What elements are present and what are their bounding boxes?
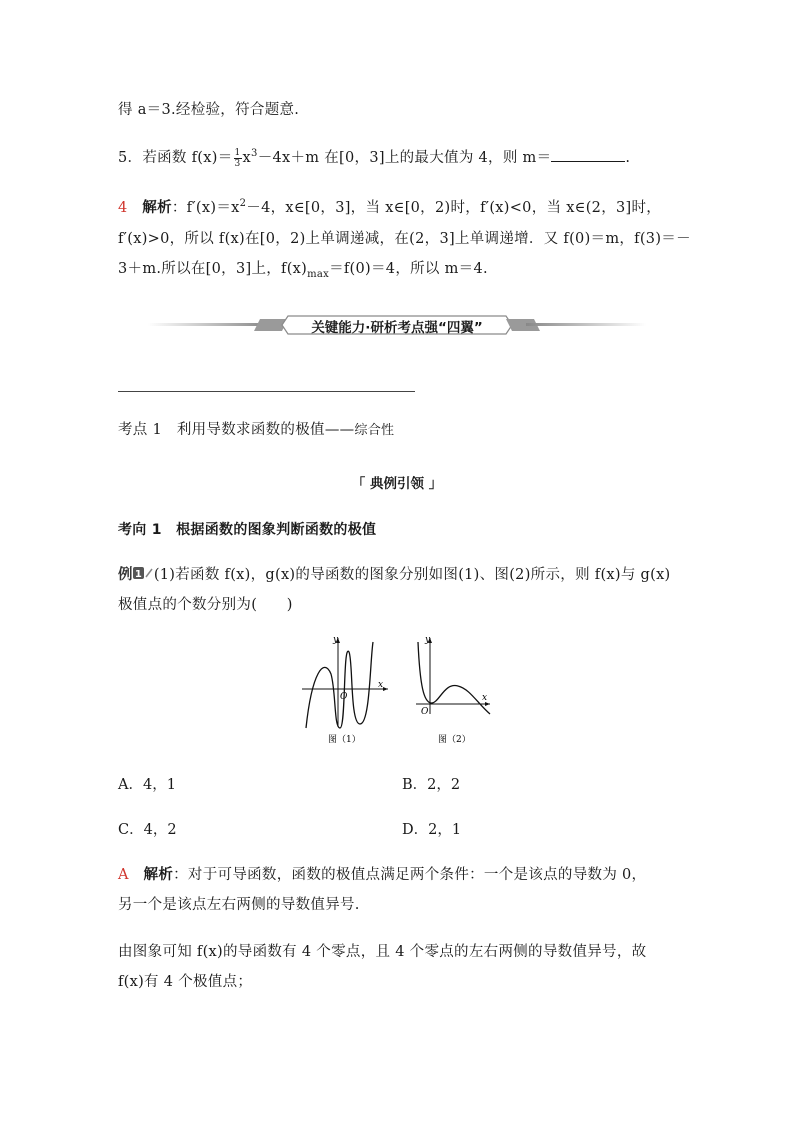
example-line2: 极值点的个数分别为( ) (118, 597, 293, 613)
svg-text:图（1）: 图（1） (328, 735, 361, 745)
question-5: 5．若函数 f(x)＝ $\frac{1}{3}$ $x^3-4x+m$ 在[0，3]上的最大值为 4，则 m＝ . (118, 147, 631, 169)
answer5-value: 4 (118, 200, 128, 216)
figure-2 (416, 635, 490, 745)
divider (118, 391, 415, 392)
answer5-line3: 3＋m.所以在[0，3]上，$f(x)_{max}=f(0)=4$，所以 m＝4. (118, 261, 488, 280)
solution-answer: A (118, 867, 129, 883)
answer5-label: 解析 (142, 200, 172, 216)
example-number-icon (133, 566, 153, 584)
banner-title: 关键能力·研析考点强“四翼” (311, 320, 483, 336)
svg-text:O: O (421, 707, 429, 717)
answer5-line1: 4 解析：$f'(x)=x^2-4$，x∈[0，3]，当 x∈[0，2)时，f′(x)<0，当 x∈(2，3]时， (118, 198, 662, 216)
dianli-heading: 「 典例引领 」 (351, 476, 443, 492)
solution-line2: 另一个是该点左右两侧的导数值异号. (118, 897, 360, 913)
option-b[interactable]: B．2，2 (402, 777, 461, 793)
fraction-one-third: $\frac{1}{3}$ (234, 147, 241, 169)
svg-text:y: y (333, 635, 339, 645)
solution-line1: A 解析：对于可导函数，函数的极值点满足两个条件：一个是该点的导数为 0， (118, 867, 647, 883)
option-a[interactable]: A．4，1 (118, 777, 176, 793)
solution-line3: 由图象可知 f(x)的导函数有 4 个零点，且 4 个零点的左右两侧的导数值异号，故 (118, 944, 647, 960)
svg-text:x: x (482, 693, 488, 703)
svg-text:O: O (340, 692, 348, 702)
svg-text:1: 1 (134, 569, 142, 580)
prev-answer-line: 得 a＝3.经检验，符合题意. (118, 102, 300, 118)
svg-text:图（2）: 图（2） (438, 735, 471, 745)
answer-blank (551, 147, 625, 162)
option-d[interactable]: D．2，1 (402, 822, 462, 838)
graph-figure (296, 632, 496, 752)
solution-line4: f(x)有 4 个极值点； (118, 974, 253, 990)
kaodian-heading: 考点 1 利用导数求函数的极值——综合性 (118, 422, 395, 438)
question-text-c: －4x＋m 在[0，3]上的最大值为 4，则 m＝ (257, 150, 552, 166)
derivative-graphs (296, 632, 496, 752)
question-text-a: 若函数 f(x)＝ (142, 150, 233, 166)
option-c[interactable]: C．4，2 (118, 822, 177, 838)
example-line1: 例 1 (1)若函数 f(x)，g(x)的导函数的图象分别如图(1)、图(2)所示，则 f(x)与 g(x) (118, 567, 671, 583)
section-banner (148, 310, 646, 340)
answer5-line2: f′(x)>0，所以 f(x)在[0，2)上单调递减，在(2，3]上单调递增．又 f(0)＝m，f(3)＝－ (118, 231, 691, 247)
solution-label: 解析 (143, 867, 174, 883)
svg-text:y: y (425, 635, 431, 645)
question-number: 5． (118, 150, 143, 166)
kaodian-tag: 综合性 (354, 423, 395, 438)
figure-1 (302, 635, 388, 745)
svg-text:x: x (378, 680, 384, 690)
kaoxiang-heading: 考向 1 根据函数的图象判断函数的极值 (118, 522, 377, 538)
